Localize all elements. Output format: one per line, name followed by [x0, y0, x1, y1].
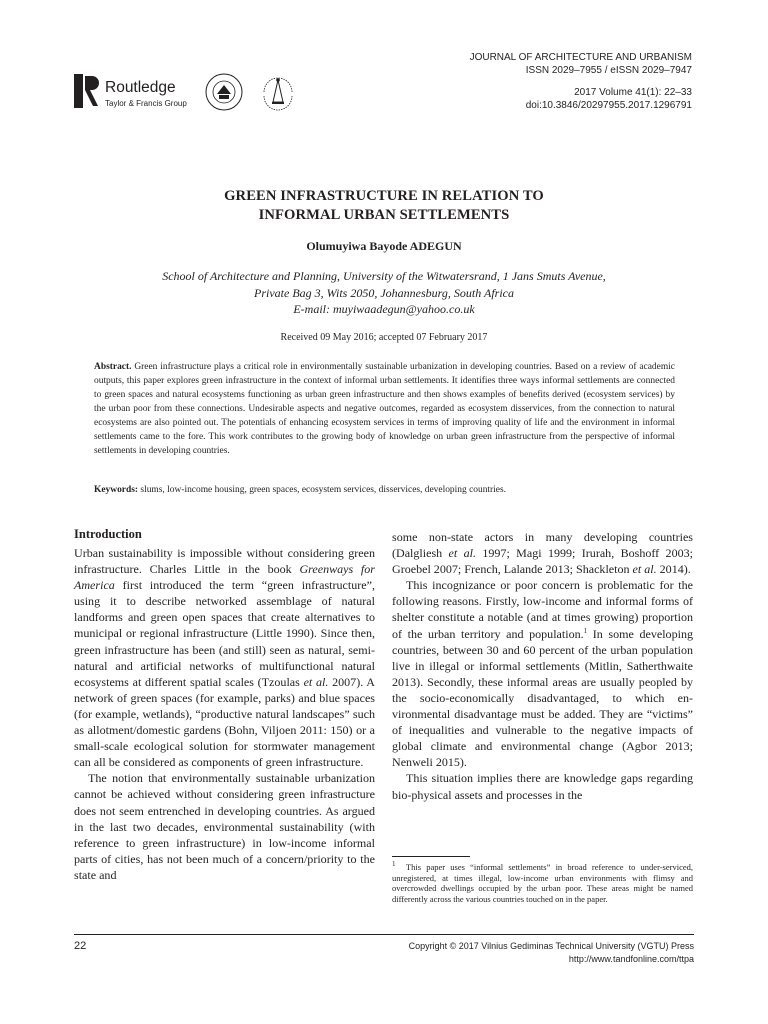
university-seal-icon [204, 72, 244, 112]
abstract-label: Abstract. [94, 362, 132, 372]
abstract-text: Green infrastructure plays a critical role in environmentally sustainable urbanization in developing countries. Based on a review of academic outputs, this paper explores green infrastructure in the context of informal urban settlements. It identifies three ways informal settlements are connected to green spaces and natural ecosystems functioning as urban green infrastructure and then shows examples of benefits derived (ecosystem services) by the urban poor from these connections. Undesirable aspects and negative outcomes, regarded as ecosystem disservices, from the connection to natural ecosystems are also pointed out. The potentials of enhancing ecosystem services in terms of improving quality of life and the environment in informal settlements came to the fore. This work contributes to the growing body of knowledge on urban green infrastructure from the perspective of informal settlements in developing countries. [94, 362, 675, 456]
paragraph: This incognizance or poor concern is problematic for the following reasons. Firstly, low-income and informal forms of shelter constitute a notable (and at times growing) proportion of the urban territory and population.$^1$ In some developing countries, between 30 and 60 percent of the urban population live in illegal or informal settlements (Mitlin, Satherthwaite 2013). Secondly, these informal areas are usually peopled by the socio-economically disadvantaged, to which environmental disadvantage must be added. They are “victims” of inequalities and vulnerable to the negative impacts of global climate and environmental change (Agbor 2013; Nenweli 2015). [392, 578, 693, 770]
title-line-1: GREEN INFRASTRUCTURE IN RELATION TO [224, 188, 544, 204]
academy-seal-icon [258, 72, 298, 112]
received-dates: Received 09 May 2016; accepted 07 February 2017 [280, 332, 488, 343]
journal-url[interactable]: http://www.tandfonline.com/ttpa [568, 953, 694, 964]
routledge-logo-icon [74, 74, 102, 108]
keywords [94, 483, 675, 497]
copyright-text: Copyright © 2017 Vilnius Gediminas Technical University (VGTU) Press [408, 941, 694, 951]
footnote-divider [392, 856, 470, 857]
body-column-right [392, 529, 693, 803]
publisher-name: Routledge [105, 79, 176, 96]
issn: ISSN 2029–7955 / eISSN 2029–7947 [525, 65, 692, 76]
footnote-ref[interactable]: 1 [583, 626, 588, 635]
page-number: 22 [74, 940, 87, 952]
publisher-subtitle: Taylor & Francis Group [105, 99, 187, 108]
affiliation [74, 268, 694, 318]
footer-divider [74, 934, 694, 935]
book-title: Greenways for America [74, 562, 375, 593]
paragraph: some non-state actors in many developing countries (Dalgliesh et al. 1997; Magi 1999; Irurah, Boshoff 2003; Groebel 2007; French, Lalande 2013; Shackleton et al. 2014). [392, 530, 693, 577]
journal-name: JOURNAL OF ARCHITECTURE AND URBANISM [469, 52, 692, 63]
paragraph: This situation implies there are knowledge gaps regarding bio-physical assets and processes in the [392, 771, 693, 802]
affiliation-line-2: Private Bag 3, Wits 2050, Johannesburg, South Africa [254, 285, 514, 300]
footnote-mark: 1 [392, 860, 396, 869]
keywords-label: Keywords: [94, 485, 139, 495]
keywords-text: slums, low-income housing, green spaces, ecosystem services, disservices, developing countries. [140, 485, 507, 495]
paragraph: The notion that environmentally sustainable urbanization cannot be achieved without considering green infrastructure does not seem entrenched in developing countries. As argued in the last two decades, environmental sustainability (with reference to green infrastructure) in low-income informal parts of cities, has not been much of a concern/priority to the state and [74, 771, 375, 882]
body-column-left [74, 545, 375, 883]
article-title [74, 187, 694, 225]
journal-info [470, 51, 692, 112]
affiliation-line-1: School of Architecture and Planning, University of the Witwatersrand, 1 Jans Smuts Avenue, [162, 269, 606, 283]
title-line-2: INFORMAL URBAN SETTLEMENTS [258, 207, 510, 223]
paragraph: Urban sustainability is impossible without considering green infrastructure. Charles Little in the book Greenways for America first introduced the term “green infrastructure”, using it to describe networked assemblage of natural landforms and green open spaces that create alternatives to municipal or regional infrastructure (Little 1990). Since then, green infrastructure has been (and still) seen as natural, semi-natural and artificial networks of multifunctional natural ecosystems at different spatial scales (Tzoulas et al. 2007). A network of green spaces (for example, parks) and blue spaces (for example, wetlands), “productive natural landscapes” such as allotment/domestic gardens (Bohn, Viljoen 2011: 150) or a small-scale ecological solution for stormwater management can all be considered as components of green infrastructure. [74, 546, 375, 770]
section-heading-introduction: Introduction [74, 527, 142, 541]
abstract [94, 360, 675, 458]
author: Olumuyiwa Bayode ADEGUN [306, 239, 462, 253]
footnote [392, 862, 693, 904]
footnote-text: This paper uses “informal settlements” in broad reference to under-serviced, unregistered, at times illegal, low-income urban environments with flimsy and overcrowded dwellings occupied by the urban poor. These areas might be named differently across the various countries touched on in the paper. [392, 862, 694, 904]
doi[interactable]: doi:10.3846/20297955.2017.1296791 [525, 100, 692, 111]
volume: 2017 Volume 41(1): 22–33 [574, 87, 692, 98]
author-email[interactable]: E-mail: muyiwaadegun@yahoo.co.uk [293, 302, 475, 316]
footer-copyright [409, 940, 694, 965]
